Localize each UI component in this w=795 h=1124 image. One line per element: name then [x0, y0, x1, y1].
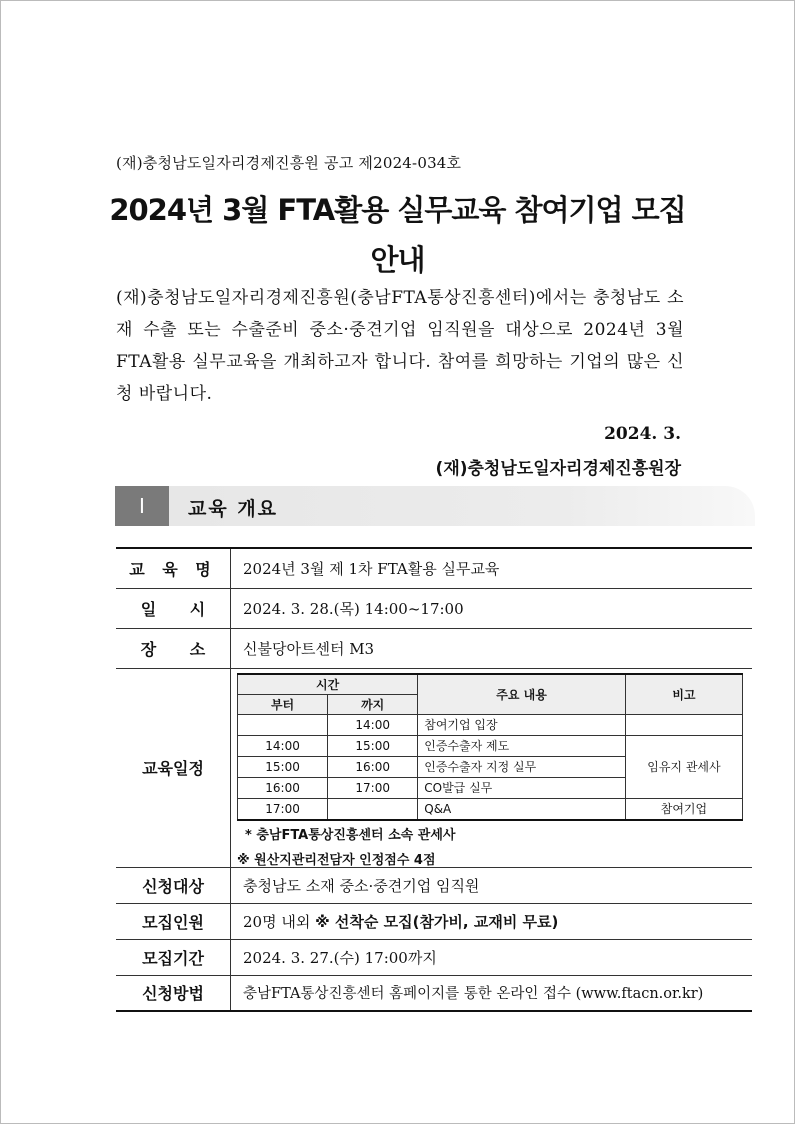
- schedule-cell: [231, 668, 753, 867]
- row-value: 신불당아트센터 M3: [231, 628, 753, 668]
- item-note: [625, 714, 742, 735]
- intro-paragraph: (재)충청남도일자리경제진흥원(충남FTA통상진흥센터)에서는 충청남도 소재 수출 또는 수출준비 중소·중견기업 임직원을 대상으로 2024년 3월 FTA활용 실무교육을 개최하고자 합니다. 참여를 희망하는 기업의 많은 신청 바랍니다.: [116, 288, 684, 404]
- item-note-instructor: 임유지 관세사: [625, 735, 742, 798]
- row-value: 2024. 3. 27.(수) 17:00까지: [231, 939, 753, 975]
- schedule-row: [116, 668, 752, 867]
- item-note-participants: 참여기업: [625, 798, 742, 820]
- notice-date: 2024. 3.: [604, 424, 681, 444]
- table-row: [116, 975, 752, 1011]
- row-value: [231, 903, 753, 939]
- title-line-1: 2024년 3월 FTA활용 실무교육 참여기업 모집: [109, 193, 686, 227]
- header-time: 시간: [238, 674, 418, 695]
- table-row: [116, 867, 752, 903]
- title-line-2: 안내: [370, 243, 425, 277]
- item-content: Q&A: [418, 798, 626, 820]
- row-label: 모집인원: [116, 903, 231, 939]
- item-from: 15:00: [238, 756, 328, 777]
- item-from: 17:00: [238, 798, 328, 820]
- schedule-table: [237, 673, 743, 821]
- item-to: 17:00: [328, 777, 418, 798]
- item-to: 14:00: [328, 714, 418, 735]
- schedule-item: [238, 714, 743, 735]
- row-label: 일 시: [116, 588, 231, 628]
- row-value: 2024년 3월 제 1차 FTA활용 실무교육: [231, 548, 753, 588]
- row-label: 신청대상: [116, 867, 231, 903]
- footnote-credit: ※ 원산지관리전담자 인정점수 4점: [237, 852, 436, 868]
- footnote-instructor: * 충남FTA통상진흥센터 소속 관세사: [245, 827, 456, 843]
- item-from: [238, 714, 328, 735]
- schedule-item: [238, 798, 743, 820]
- overview-table: [116, 547, 752, 1012]
- notice-number: (재)충청남도일자리경제진흥원 공고 제2024-034호: [116, 154, 462, 172]
- table-row: [116, 628, 752, 668]
- row-label: 모집기간: [116, 939, 231, 975]
- item-to: [328, 798, 418, 820]
- header-to: 까지: [328, 694, 418, 714]
- header-note: 비고: [625, 674, 742, 715]
- schedule-header: [238, 674, 743, 695]
- row-value: 충남FTA통상진흥센터 홈페이지를 통한 온라인 접수 (www.ftacn.or.kr): [231, 975, 753, 1011]
- table-row: [116, 548, 752, 588]
- header-from: 부터: [238, 694, 328, 714]
- item-from: 16:00: [238, 777, 328, 798]
- table-row: [116, 588, 752, 628]
- item-to: 15:00: [328, 735, 418, 756]
- header-content: 주요 내용: [418, 674, 626, 715]
- schedule-item: [238, 735, 743, 756]
- item-content: 인증수출자 제도: [418, 735, 626, 756]
- row-label: 교육일정: [116, 668, 231, 867]
- row-label: 교 육 명: [116, 548, 231, 588]
- table-row: [116, 939, 752, 975]
- section-number: Ⅰ: [115, 486, 169, 526]
- issuer: (재)충청남도일자리경제진흥원장: [435, 459, 681, 479]
- row-value: 충청남도 소재 중소·중견기업 임직원: [231, 867, 753, 903]
- row-label: 신청방법: [116, 975, 231, 1011]
- row-label: 장 소: [116, 628, 231, 668]
- item-from: 14:00: [238, 735, 328, 756]
- row-value: 2024. 3. 28.(목) 14:00~17:00: [231, 588, 753, 628]
- item-content: 인증수출자 지정 실무: [418, 756, 626, 777]
- section-title: 교육 개요: [188, 498, 279, 520]
- recruit-count: 20명 내외: [243, 912, 311, 931]
- table-row: [116, 903, 752, 939]
- recruit-note: ※ 선착순 모집(참가비, 교재비 무료): [315, 912, 559, 931]
- item-to: 16:00: [328, 756, 418, 777]
- item-content: 참여기업 입장: [418, 714, 626, 735]
- item-content: CO발급 실무: [418, 777, 626, 798]
